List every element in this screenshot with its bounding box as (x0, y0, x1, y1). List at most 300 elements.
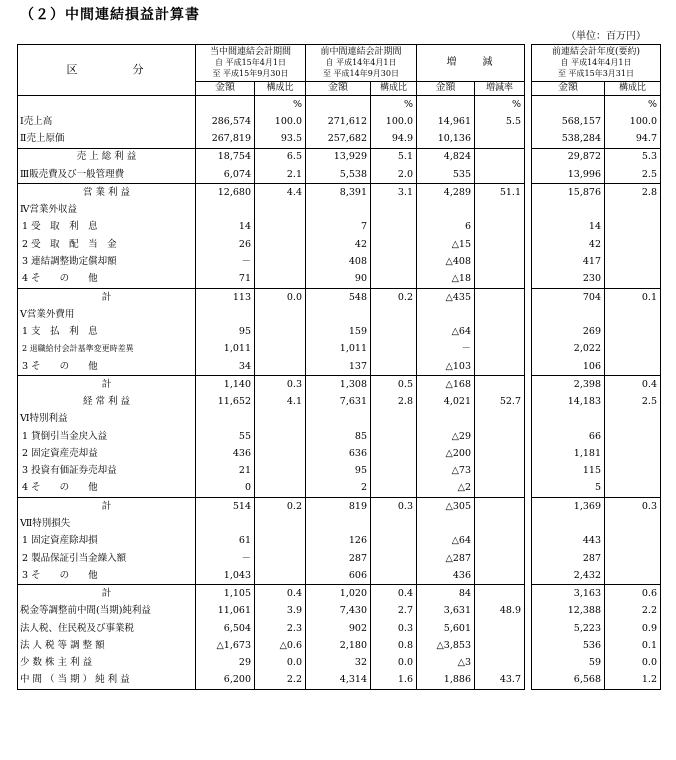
cell-c2: 93.5 (255, 130, 306, 148)
row-label: 1 貸倒引当金戻入益 (18, 428, 196, 445)
cell-c8: % (605, 95, 661, 113)
cell-c3: 606 (306, 567, 371, 585)
row-label: 4 そ の 他 (18, 270, 196, 288)
cell-c3: 7,430 (306, 602, 371, 619)
cell-c8: 1.2 (605, 672, 661, 690)
cell-c3 (306, 411, 371, 428)
cell-c2 (255, 480, 306, 498)
cell-c7: 42 (532, 236, 605, 253)
cell-c6 (475, 411, 525, 428)
cell-c7 (532, 515, 605, 532)
cell-c1 (196, 201, 255, 218)
cell-c8: 0.0 (605, 654, 661, 671)
cell-c7: 2,398 (532, 375, 605, 393)
cell-c6 (475, 288, 525, 306)
row-label: Ⅲ販売費及び一般管理費 (18, 166, 196, 184)
cell-c5: △2 (417, 480, 475, 498)
table-row (18, 445, 661, 462)
cell-c2 (255, 515, 306, 532)
cell-c4 (371, 515, 417, 532)
cell-c5 (417, 201, 475, 218)
cell-c2 (255, 411, 306, 428)
cell-c2: 4.4 (255, 184, 306, 202)
table-row (18, 219, 661, 236)
cell-c2 (255, 340, 306, 357)
cell-c6: % (475, 95, 525, 113)
cell-c7: 568,157 (532, 113, 605, 130)
cell-c8: 2.2 (605, 602, 661, 619)
cell-c7: 5 (532, 480, 605, 498)
cell-c7: 6,568 (532, 672, 605, 690)
cell-c6: 5.5 (475, 113, 525, 130)
cell-c1: 1,043 (196, 567, 255, 585)
row-label: 計 (18, 288, 196, 306)
header-amount-prior: 金額 (306, 81, 371, 95)
table-row (18, 201, 661, 218)
cell-c2 (255, 445, 306, 462)
cell-c8 (605, 201, 661, 218)
header-current-period: 当中間連結会計期間 自 平成15年4月1日 至 平成15年9月30日 (196, 45, 306, 82)
cell-c6 (475, 532, 525, 549)
cell-c6 (475, 340, 525, 357)
cell-c5: △15 (417, 236, 475, 253)
header-amount-current: 金額 (196, 81, 255, 95)
cell-c6 (475, 445, 525, 462)
cell-c7: 1,369 (532, 497, 605, 515)
cell-c2: 0.0 (255, 654, 306, 671)
cell-c1: 26 (196, 236, 255, 253)
table-row (18, 480, 661, 498)
cell-c1: 0 (196, 480, 255, 498)
cell-c3: 287 (306, 550, 371, 567)
cell-c6 (475, 323, 525, 340)
table-row (18, 515, 661, 532)
row-label: 売 上 総 利 益 (18, 148, 196, 166)
cell-c6 (475, 550, 525, 567)
cell-c1: 71 (196, 270, 255, 288)
cell-c4 (371, 532, 417, 549)
cell-c3: 4,314 (306, 672, 371, 690)
cell-c3: 902 (306, 620, 371, 637)
cell-c5: 14,961 (417, 113, 475, 130)
cell-c4: 0.8 (371, 637, 417, 654)
cell-c3: 137 (306, 358, 371, 376)
cell-c8 (605, 567, 661, 585)
cell-c5: △73 (417, 462, 475, 479)
cell-c5: 4,824 (417, 148, 475, 166)
row-label: Ⅵ特別利益 (18, 411, 196, 428)
cell-c6 (475, 585, 525, 603)
cell-c8: 2.8 (605, 184, 661, 202)
header-kubun: 区 分 (18, 45, 196, 96)
cell-c6: 43.7 (475, 672, 525, 690)
cell-c3: 90 (306, 270, 371, 288)
unit-label: （単位：百万円） (566, 31, 646, 42)
table-row (18, 411, 661, 428)
cell-c3 (306, 515, 371, 532)
cell-c7 (532, 95, 605, 113)
cell-c6 (475, 515, 525, 532)
cell-c5: △305 (417, 497, 475, 515)
row-label: 1 支 払 利 息 (18, 323, 196, 340)
row-label: 経 常 利 益 (18, 393, 196, 410)
cell-c7: 106 (532, 358, 605, 376)
cell-c7: 417 (532, 253, 605, 270)
cell-c6 (475, 148, 525, 166)
cell-c3: 32 (306, 654, 371, 671)
cell-c6 (475, 567, 525, 585)
cell-c5: △200 (417, 445, 475, 462)
cell-c5 (417, 95, 475, 113)
cell-c1: 1,140 (196, 375, 255, 393)
cell-c3: 42 (306, 236, 371, 253)
cell-c7: 536 (532, 637, 605, 654)
cell-c8 (605, 515, 661, 532)
cell-c8: 2.5 (605, 166, 661, 184)
table-body (18, 95, 661, 689)
cell-c7: 3,163 (532, 585, 605, 603)
cell-c4: 94.9 (371, 130, 417, 148)
cell-c4: 0.5 (371, 375, 417, 393)
cell-c4: 3.1 (371, 184, 417, 202)
cell-c1: 1,011 (196, 340, 255, 357)
cell-c2 (255, 532, 306, 549)
row-label: 計 (18, 585, 196, 603)
cell-c2: 2.2 (255, 672, 306, 690)
table-row (18, 288, 661, 306)
cell-c2: 0.4 (255, 585, 306, 603)
cell-c5: △408 (417, 253, 475, 270)
cell-c1: 95 (196, 323, 255, 340)
cell-c1: 34 (196, 358, 255, 376)
cell-c7: 269 (532, 323, 605, 340)
cell-c5: 1,886 (417, 672, 475, 690)
row-label: 2 固定資産売却益 (18, 445, 196, 462)
cell-c5: △435 (417, 288, 475, 306)
cell-c5 (417, 411, 475, 428)
cell-c3 (306, 95, 371, 113)
table-row (18, 306, 661, 323)
cell-c3: 7 (306, 219, 371, 236)
cell-c2 (255, 358, 306, 376)
table-row (18, 358, 661, 376)
cell-c2: % (255, 95, 306, 113)
cell-c3: 408 (306, 253, 371, 270)
header-ratio-prior: 構成比 (371, 81, 417, 95)
cell-c4: 2.8 (371, 393, 417, 410)
cell-c7: 2,432 (532, 567, 605, 585)
cell-c7: 29,872 (532, 148, 605, 166)
cell-c3: 13,929 (306, 148, 371, 166)
cell-c8 (605, 428, 661, 445)
cell-c5: 10,136 (417, 130, 475, 148)
page-title: （２）中間連結損益計算書 (20, 7, 200, 23)
cell-c3: 819 (306, 497, 371, 515)
row-label: 計 (18, 375, 196, 393)
cell-c7: 5,223 (532, 620, 605, 637)
cell-c4 (371, 480, 417, 498)
cell-c3: 85 (306, 428, 371, 445)
cell-c4: 0.0 (371, 654, 417, 671)
cell-c1: 61 (196, 532, 255, 549)
table-row (18, 184, 661, 202)
cell-c8: 0.1 (605, 288, 661, 306)
table-row (18, 654, 661, 671)
header-amount-fy: 金額 (532, 81, 605, 95)
header-fiscal-year: 前連結会計年度(要約) 自 平成14年4月1日 至 平成15年3月31日 (532, 45, 661, 82)
cell-c7: 13,996 (532, 166, 605, 184)
cell-c8 (605, 253, 661, 270)
table-row (18, 620, 661, 637)
cell-c5 (417, 515, 475, 532)
cell-c6 (475, 270, 525, 288)
cell-c1: 18,754 (196, 148, 255, 166)
cell-c5: △287 (417, 550, 475, 567)
cell-c8 (605, 323, 661, 340)
cell-c7: 115 (532, 462, 605, 479)
cell-c6 (475, 358, 525, 376)
cell-c6 (475, 306, 525, 323)
cell-c7: 12,388 (532, 602, 605, 619)
cell-c2: 6.5 (255, 148, 306, 166)
cell-c1: △1,673 (196, 637, 255, 654)
cell-c3 (306, 201, 371, 218)
cell-c7: 14,183 (532, 393, 605, 410)
cell-c1: － (196, 253, 255, 270)
cell-c5: △64 (417, 323, 475, 340)
cell-c5 (417, 306, 475, 323)
cell-c6 (475, 654, 525, 671)
cell-c5: 4,289 (417, 184, 475, 202)
cell-c4: 0.4 (371, 585, 417, 603)
table-row (18, 95, 661, 113)
cell-c3: 2 (306, 480, 371, 498)
cell-c8: 100.0 (605, 113, 661, 130)
cell-c4 (371, 411, 417, 428)
cell-c3: 1,308 (306, 375, 371, 393)
row-label: 2 製品保証引当金繰入額 (18, 550, 196, 567)
cell-c4 (371, 323, 417, 340)
cell-c4: 5.1 (371, 148, 417, 166)
cell-c3: 1,020 (306, 585, 371, 603)
cell-c2: △0.6 (255, 637, 306, 654)
cell-c1: 11,652 (196, 393, 255, 410)
cell-c1 (196, 306, 255, 323)
cell-c3: 126 (306, 532, 371, 549)
cell-c7: 14 (532, 219, 605, 236)
cell-c7 (532, 306, 605, 323)
cell-c6 (475, 620, 525, 637)
cell-c4 (371, 236, 417, 253)
cell-c4 (371, 358, 417, 376)
cell-c2 (255, 236, 306, 253)
cell-c8: 0.6 (605, 585, 661, 603)
cell-c8: 5.3 (605, 148, 661, 166)
cell-c3: 8,391 (306, 184, 371, 202)
cell-c8 (605, 462, 661, 479)
cell-c6 (475, 462, 525, 479)
cell-c1 (196, 411, 255, 428)
table-row (18, 393, 661, 410)
cell-c6 (475, 253, 525, 270)
cell-c2 (255, 428, 306, 445)
row-label: 3 投資有価証券売却益 (18, 462, 196, 479)
row-label: 税金等調整前中間(当期)純利益 (18, 602, 196, 619)
cell-c1: － (196, 550, 255, 567)
cell-c7: 443 (532, 532, 605, 549)
cell-c4 (371, 428, 417, 445)
cell-c8: 94.7 (605, 130, 661, 148)
row-label: 3 連結調整勘定償却額 (18, 253, 196, 270)
cell-c7: 538,284 (532, 130, 605, 148)
header-change-rate: 増減率 (475, 81, 525, 95)
cell-c4: 0.3 (371, 497, 417, 515)
cell-c6 (475, 130, 525, 148)
cell-c4: 0.3 (371, 620, 417, 637)
cell-c8 (605, 236, 661, 253)
row-label: 2 退職給付会計基準変更時差異 (18, 340, 196, 357)
cell-c6 (475, 428, 525, 445)
cell-c1: 55 (196, 428, 255, 445)
cell-c4 (371, 219, 417, 236)
cell-c3: 159 (306, 323, 371, 340)
cell-c5: △168 (417, 375, 475, 393)
table-row (18, 462, 661, 479)
cell-c5: 5,601 (417, 620, 475, 637)
cell-c2 (255, 253, 306, 270)
cell-c8: 0.9 (605, 620, 661, 637)
table-row (18, 428, 661, 445)
row-label: 3 そ の 他 (18, 358, 196, 376)
cell-c2 (255, 567, 306, 585)
cell-c3: 257,682 (306, 130, 371, 148)
cell-c1: 113 (196, 288, 255, 306)
cell-c7 (532, 411, 605, 428)
table-row (18, 602, 661, 619)
cell-c2: 2.1 (255, 166, 306, 184)
cell-c7 (532, 201, 605, 218)
row-label: 法人税、住民税及び事業税 (18, 620, 196, 637)
table-row (18, 532, 661, 549)
cell-c2: 0.3 (255, 375, 306, 393)
cell-c8: 2.5 (605, 393, 661, 410)
row-label: Ⅶ特別損失 (18, 515, 196, 532)
table-row (18, 323, 661, 340)
table-row (18, 253, 661, 270)
cell-c7: 2,022 (532, 340, 605, 357)
cell-c5: △3,853 (417, 637, 475, 654)
cell-c4 (371, 550, 417, 567)
table-row (18, 550, 661, 567)
table-row (18, 567, 661, 585)
row-label: 1 固定資産除却損 (18, 532, 196, 549)
cell-c8 (605, 411, 661, 428)
table-row (18, 236, 661, 253)
cell-c6 (475, 497, 525, 515)
cell-c8: 0.3 (605, 497, 661, 515)
cell-c7: 230 (532, 270, 605, 288)
cell-c6: 48.9 (475, 602, 525, 619)
row-label: Ⅰ売上高 (18, 113, 196, 130)
cell-c8 (605, 340, 661, 357)
cell-c4: 1.6 (371, 672, 417, 690)
cell-c6 (475, 201, 525, 218)
row-label: 少 数 株 主 利 益 (18, 654, 196, 671)
header-ratio-current: 構成比 (255, 81, 306, 95)
row-label: 計 (18, 497, 196, 515)
cell-c7: 704 (532, 288, 605, 306)
header-prior-period: 前中間連結会計期間 自 平成14年4月1日 至 平成14年9月30日 (306, 45, 417, 82)
cell-c3: 2,180 (306, 637, 371, 654)
cell-c5: 535 (417, 166, 475, 184)
cell-c4: 2.7 (371, 602, 417, 619)
row-label: 法 人 税 等 調 整 額 (18, 637, 196, 654)
cell-c6 (475, 166, 525, 184)
cell-c5: 436 (417, 567, 475, 585)
cell-c6 (475, 480, 525, 498)
cell-c8 (605, 550, 661, 567)
cell-c4 (371, 567, 417, 585)
table-row (18, 637, 661, 654)
cell-c1: 14 (196, 219, 255, 236)
row-label: 営 業 利 益 (18, 184, 196, 202)
row-label: 1 受 取 利 息 (18, 219, 196, 236)
cell-c2 (255, 462, 306, 479)
cell-c8: 0.1 (605, 637, 661, 654)
cell-c2 (255, 219, 306, 236)
cell-c4: 2.0 (371, 166, 417, 184)
table-row (18, 585, 661, 603)
cell-c2 (255, 306, 306, 323)
cell-c3: 5,538 (306, 166, 371, 184)
table-row (18, 113, 661, 130)
row-label: Ⅳ営業外収益 (18, 201, 196, 218)
cell-c1: 6,074 (196, 166, 255, 184)
header-change-amount: 金額 (417, 81, 475, 95)
cell-c2 (255, 201, 306, 218)
cell-c5: 4,021 (417, 393, 475, 410)
table-row (18, 375, 661, 393)
cell-c3: 271,612 (306, 113, 371, 130)
cell-c6 (475, 375, 525, 393)
cell-c6: 52.7 (475, 393, 525, 410)
cell-c1: 436 (196, 445, 255, 462)
cell-c4: 100.0 (371, 113, 417, 130)
cell-c5: 3,631 (417, 602, 475, 619)
cell-c3: 1,011 (306, 340, 371, 357)
cell-c8 (605, 480, 661, 498)
cell-c8 (605, 306, 661, 323)
cell-c4 (371, 445, 417, 462)
table-row (18, 497, 661, 515)
cell-c7: 66 (532, 428, 605, 445)
table-row (18, 672, 661, 690)
row-label: Ⅱ売上原価 (18, 130, 196, 148)
table-row (18, 270, 661, 288)
cell-c8 (605, 270, 661, 288)
cell-c4: 0.2 (371, 288, 417, 306)
cell-c5: △103 (417, 358, 475, 376)
cell-c6 (475, 236, 525, 253)
cell-c5: △64 (417, 532, 475, 549)
cell-c1: 12,680 (196, 184, 255, 202)
cell-c4 (371, 340, 417, 357)
cell-c2 (255, 550, 306, 567)
cell-c4 (371, 306, 417, 323)
cell-c2: 0.2 (255, 497, 306, 515)
cell-c1: 267,819 (196, 130, 255, 148)
row-label: Ⅴ営業外費用 (18, 306, 196, 323)
